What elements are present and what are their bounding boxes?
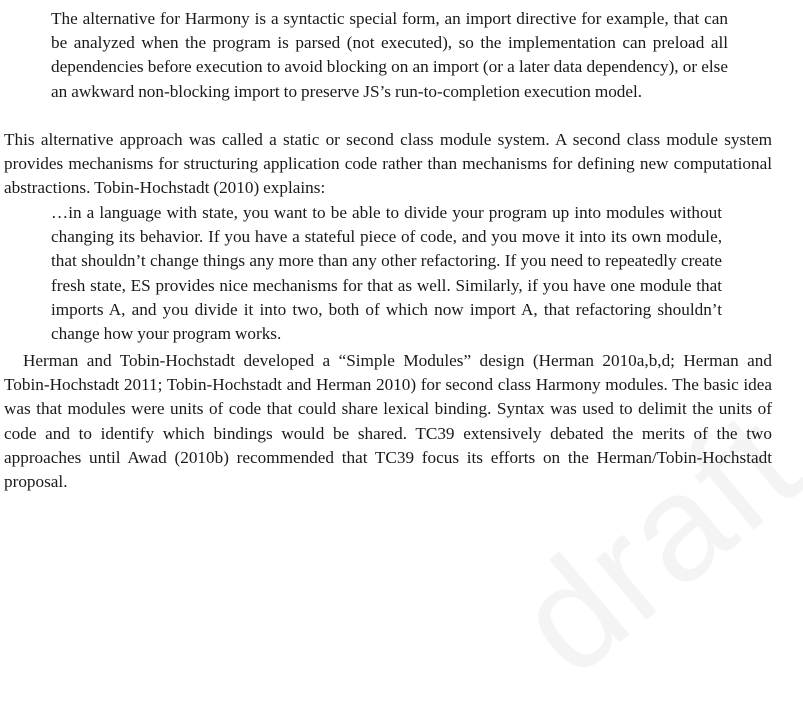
body-paragraph-2: Herman and Tobin-Hochstadt developed a “Simple Modules” design (Herman 2010a,b,d; Herman and Tobin-Hochstadt 2011; Tobin-Hochstadt and Herman 2010) for second class Harmony modules. The basic idea was that modules were units of code that could share lexical binding. Syntax was used to delimit the units of code and to identify which bindings would be shared. TC39 extensively debated the merits of the two approaches until Awad (2010b) recommended that TC39 focus its efforts on the Herman/Tobin-Hochstadt proposal.	[4, 351, 772, 492]
body-paragraph-1: This alternative approach was called a static or second class module system. A second class module system provides mechanisms for structuring application code rather than mechanisms for defining new computational abstractions. Tobin-Hochstadt (2010) explains:	[4, 130, 772, 198]
block-quote-2: …in a language with state, you want to be able to divide your program up into modules without changing its behavior. If you have a stateful piece of code, and you move it into its own module, that shouldn’t change things any more than any other refactoring. If you need to repeatedly create fresh state, ES provides nice mechanisms for that as well. Similarly, if you have one module that imports A, and you divide it into two, both of which now import A, that refactoring shouldn’t change how your program works.	[51, 203, 722, 344]
block-quote-1: The alternative for Harmony is a syntactic special form, an import directive for example, that can be analyzed when the program is parsed (not executed), so the implementation can preload all dependencies before execution to avoid blocking on an import (or a later data dependency), or else an awkward non-blocking import to preserve JS’s run-to-completion execution model.	[51, 9, 728, 101]
